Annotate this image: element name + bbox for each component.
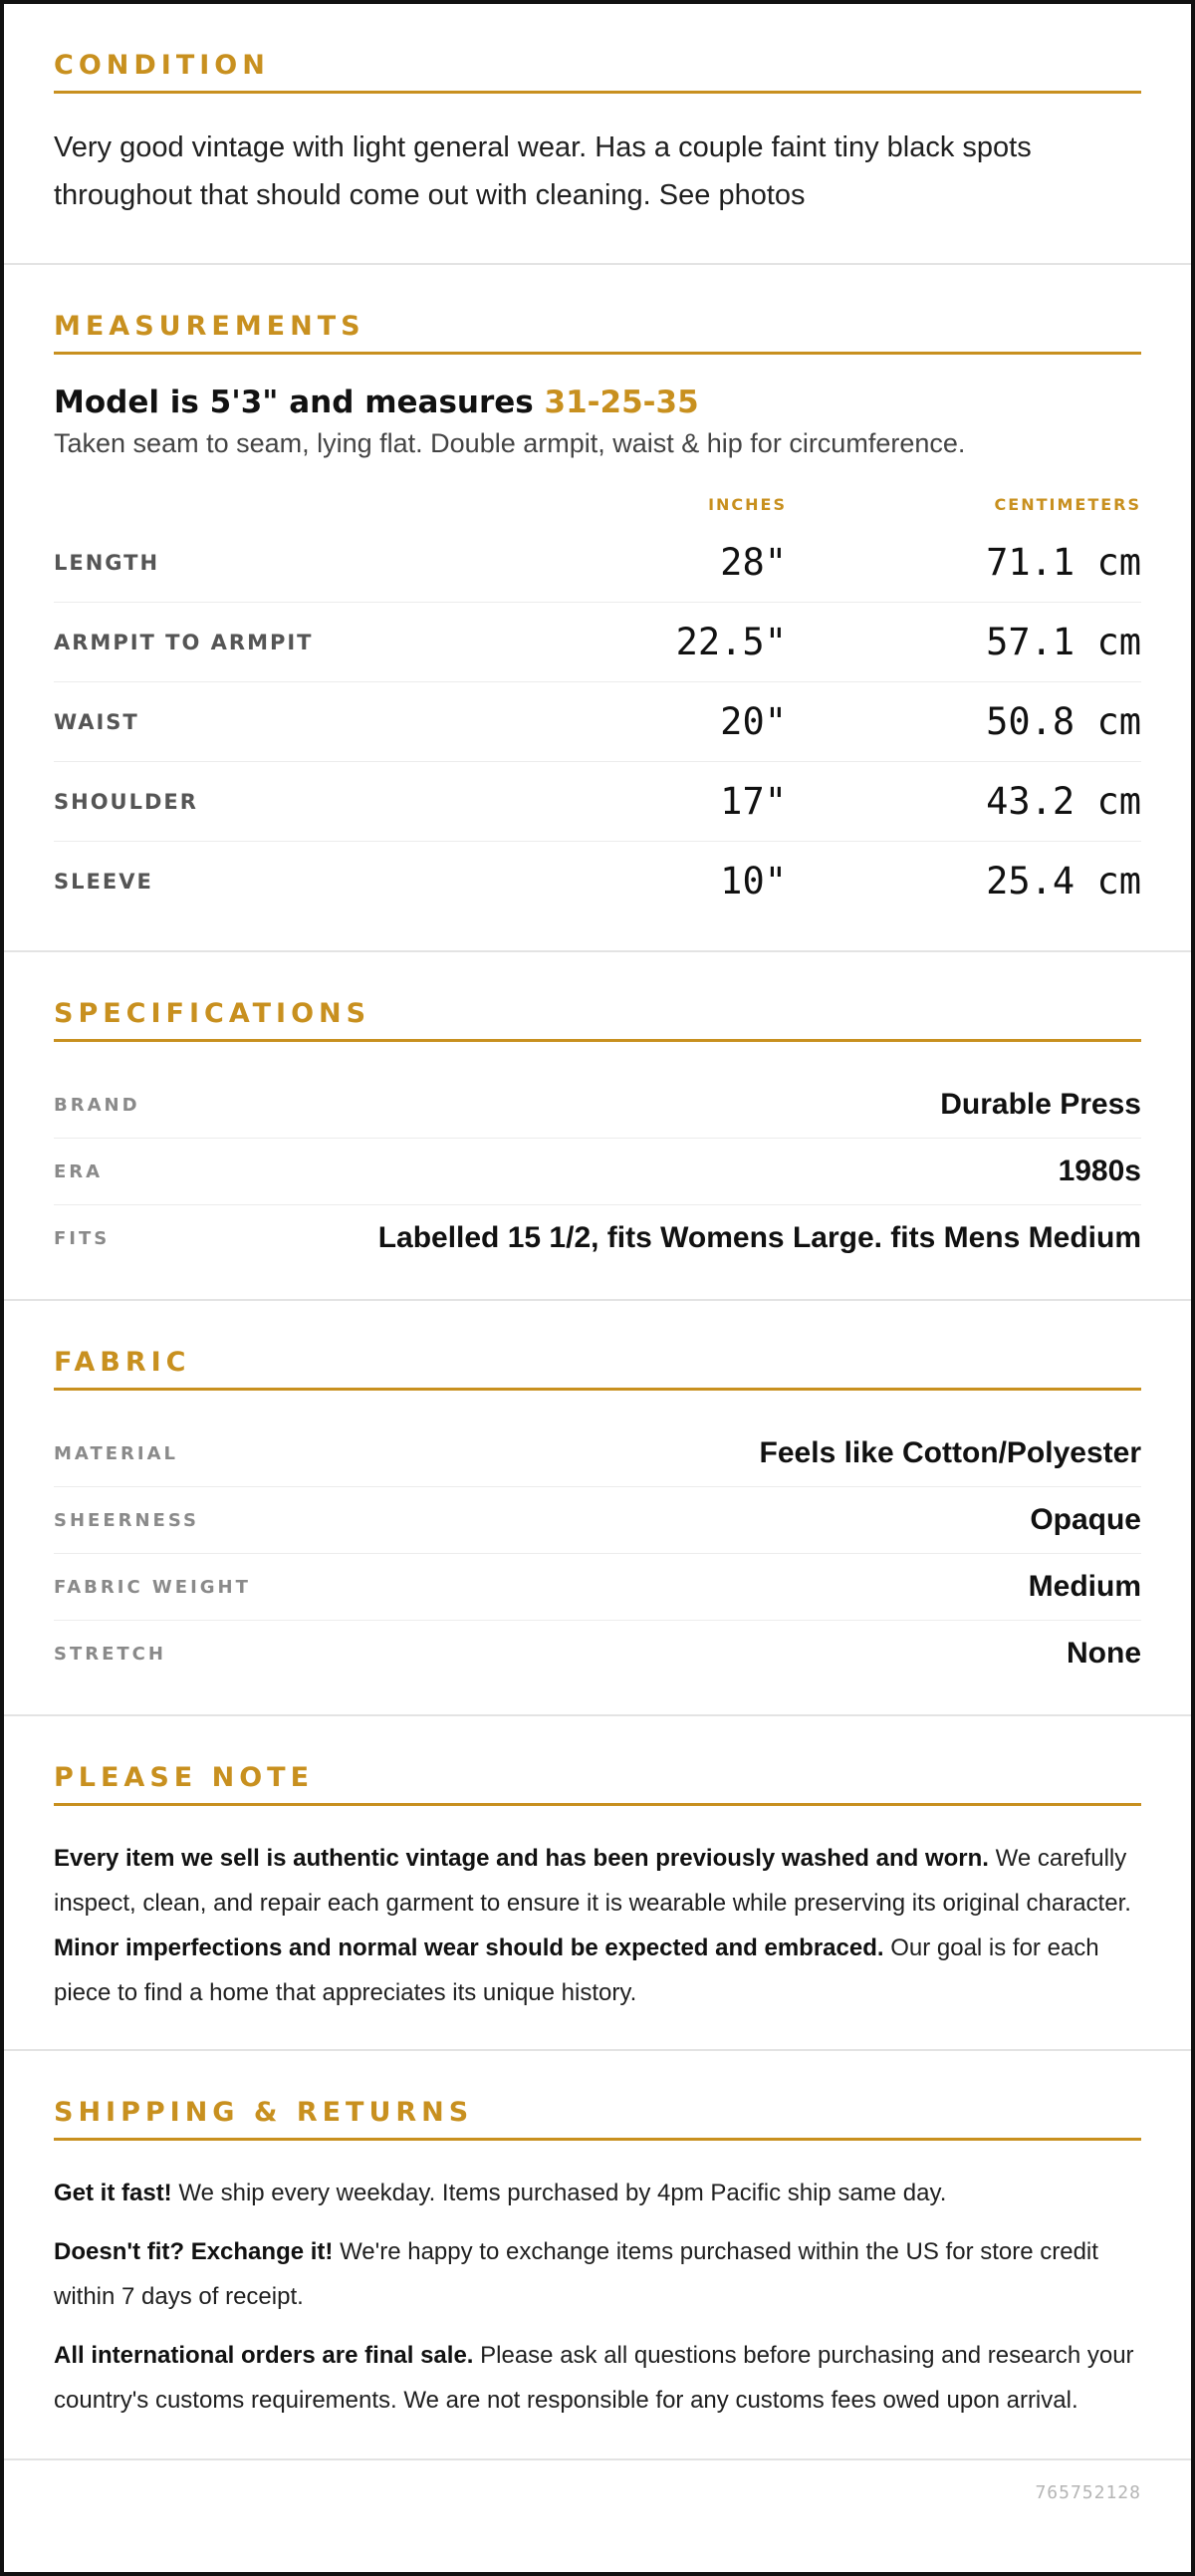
measurement-inches: 20" — [720, 700, 787, 743]
measurement-inches: 28" — [720, 541, 787, 584]
please-note-text — [54, 1836, 1141, 2015]
centimeters-column-header: CENTIMETERS — [994, 495, 1141, 514]
fabric-value: None — [1067, 1637, 1141, 1670]
measurement-cm: 43.2 cm — [986, 780, 1141, 823]
note-bold-2: Minor imperfections and normal wear should be expected and embraced. — [54, 1934, 884, 1961]
shipping-section — [4, 2051, 1191, 2460]
measurement-label: SHOULDER — [54, 789, 198, 814]
note-text-2: Our goal is for each piece to find a home that appreciates its unique history. — [54, 1934, 1099, 2006]
measurements-subtitle: Taken seam to seam, lying flat. Double armpit, waist & hip for circumference. — [54, 428, 966, 458]
note-text-1: We carefully inspect, clean, and repair each garment to ensure it is wearable while preserving its original character. — [54, 1845, 1131, 1917]
fabric-value: Medium — [1028, 1570, 1141, 1603]
measurements-table — [54, 523, 1141, 920]
fabric-row — [54, 1487, 1141, 1554]
measurement-label: ARMPIT TO ARMPIT — [54, 630, 314, 654]
fabric-list — [54, 1420, 1141, 1686]
model-measures-value: 31-25-35 — [544, 385, 699, 420]
shipping-paragraph-exchange — [54, 2229, 1141, 2319]
fabric-heading: FABRIC — [54, 1347, 1141, 1391]
spec-label: FITS — [54, 1227, 111, 1249]
fabric-row — [54, 1554, 1141, 1621]
fabric-label: FABRIC WEIGHT — [54, 1576, 251, 1598]
measurement-cm: 25.4 cm — [986, 860, 1141, 902]
fabric-label: MATERIAL — [54, 1442, 178, 1464]
model-prefix: Model is 5'3" and measures — [54, 385, 545, 420]
please-note-heading: PLEASE NOTE — [54, 1762, 1141, 1806]
measurement-row — [54, 603, 1141, 682]
fabric-row — [54, 1420, 1141, 1487]
measurement-label: LENGTH — [54, 550, 160, 575]
shipping-text-1: We ship every weekday. Items purchased by 4pm Pacific ship same day. — [171, 2180, 947, 2206]
shipping-heading: SHIPPING & RETURNS — [54, 2097, 1141, 2141]
measurement-row — [54, 523, 1141, 603]
condition-section — [4, 4, 1191, 265]
specifications-heading: SPECIFICATIONS — [54, 998, 1141, 1042]
spec-row — [54, 1205, 1141, 1271]
fabric-row — [54, 1621, 1141, 1686]
fabric-value: Feels like Cotton/Polyester — [759, 1436, 1141, 1469]
measurement-cm: 57.1 cm — [986, 621, 1141, 663]
shipping-bold-1: Get it fast! — [54, 2180, 172, 2206]
measurements-section — [4, 265, 1191, 952]
spec-row — [54, 1072, 1141, 1139]
fabric-section — [4, 1301, 1191, 1716]
product-id: 765752128 — [1035, 2482, 1141, 2503]
fabric-label: STRETCH — [54, 1643, 166, 1665]
spec-value: Labelled 15 1/2, fits Womens Large. fits Mens Medium — [377, 1221, 1141, 1254]
spec-value: Durable Press — [940, 1088, 1141, 1121]
measurement-row — [54, 682, 1141, 762]
measurement-row — [54, 842, 1141, 920]
measurement-inches: 17" — [720, 780, 787, 823]
spec-label: ERA — [54, 1160, 104, 1182]
shipping-paragraph-international — [54, 2333, 1141, 2423]
spec-value: 1980s — [1058, 1155, 1141, 1187]
spec-row — [54, 1139, 1141, 1205]
measurement-cm: 71.1 cm — [986, 541, 1141, 584]
shipping-paragraph-fast — [54, 2171, 1141, 2215]
measurement-cm: 50.8 cm — [986, 700, 1141, 743]
inches-column-header: INCHES — [708, 495, 787, 514]
fabric-label: SHEERNESS — [54, 1509, 199, 1531]
model-measures-line — [54, 385, 1141, 420]
shipping-bold-3: All international orders are final sale. — [54, 2342, 474, 2369]
measurement-label: WAIST — [54, 709, 139, 734]
shipping-text-3: Please ask all questions before purchasing and research your country's customs requirements. We are not responsible for any customs fees owed upon arrival. — [54, 2342, 1134, 2414]
measurement-row — [54, 762, 1141, 842]
specifications-section — [4, 952, 1191, 1301]
specifications-list — [54, 1072, 1141, 1271]
measurement-inches: 10" — [720, 860, 787, 902]
shipping-text-2: We're happy to exchange items purchased within the US for store credit within 7 days of receipt. — [54, 2238, 1098, 2310]
please-note-section — [4, 1716, 1191, 2051]
measurements-heading: MEASUREMENTS — [54, 311, 1141, 355]
shipping-bold-2: Doesn't fit? Exchange it! — [54, 2238, 334, 2265]
measurements-header — [54, 495, 1141, 519]
condition-text: Very good vintage with light general wear. Has a couple faint tiny black spots throughout that should come out with cleaning. See photos — [54, 131, 1032, 211]
fabric-value: Opaque — [1030, 1503, 1141, 1536]
measurement-label: SLEEVE — [54, 869, 153, 894]
note-bold-1: Every item we sell is authentic vintage and has been previously washed and worn. — [54, 1845, 989, 1872]
spec-label: BRAND — [54, 1094, 140, 1116]
condition-heading: CONDITION — [54, 50, 1141, 94]
measurement-inches: 22.5" — [675, 621, 787, 663]
